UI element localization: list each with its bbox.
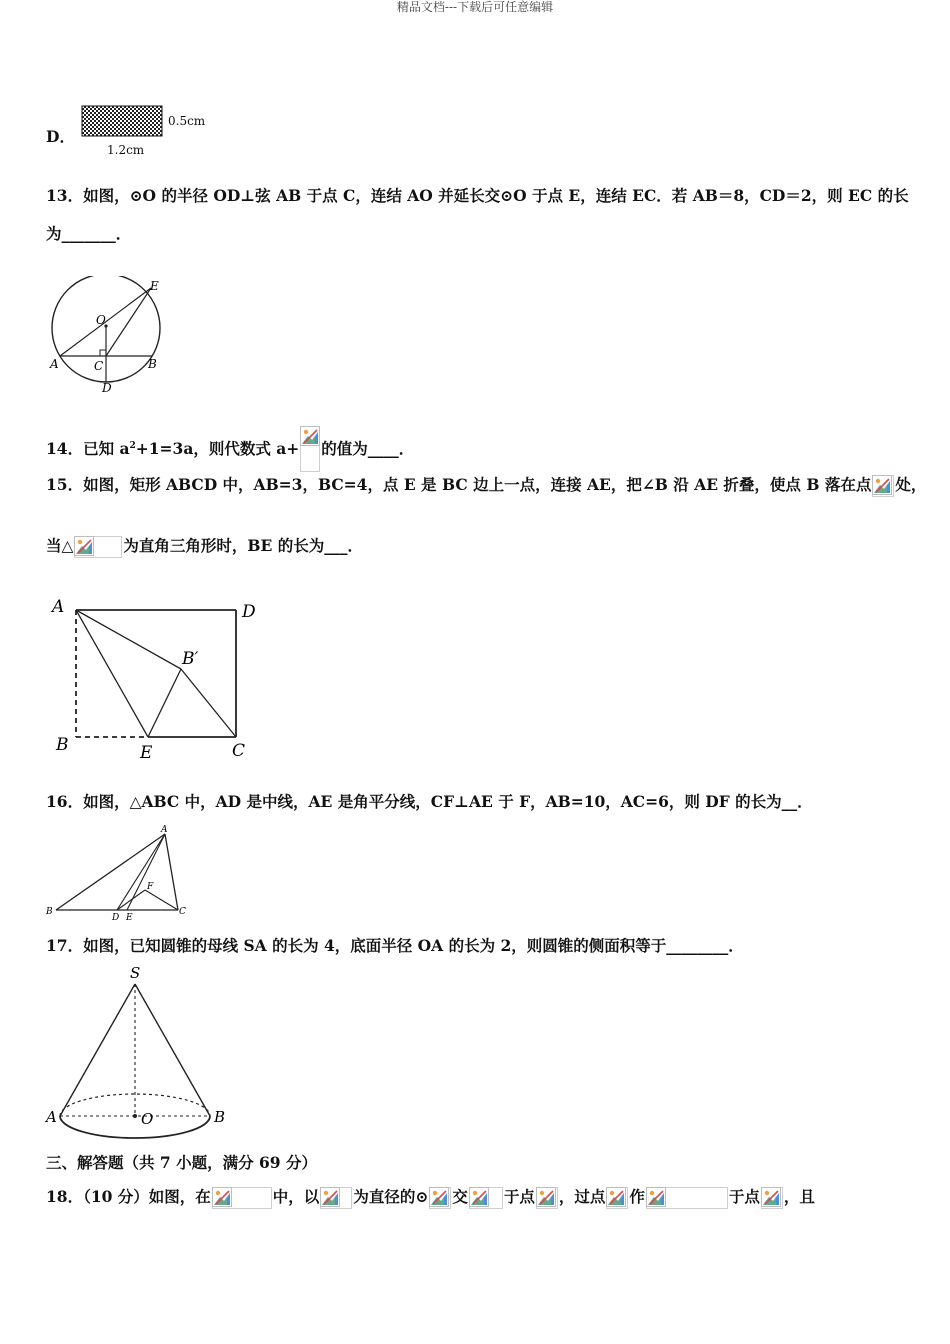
broken-image-icon (872, 475, 894, 497)
q15-line2-wrap (46, 536, 363, 558)
label-d: D (102, 381, 112, 395)
q13-line1: 13．如图，⊙O 的半径 OD⊥弦 AB 于点 C，连结 AO 并延长交⊙O 于点 E，连结 EC．若 AB＝8，CD＝2，则 EC 的长 (46, 186, 909, 205)
label-d: D (112, 913, 120, 922)
q14-pre: 14．已知 a (46, 439, 130, 458)
q18-part2: 中，以 (272, 1187, 320, 1206)
q18-part5: 于点 (503, 1187, 535, 1206)
q15-line2-pre: 当△ (46, 536, 74, 555)
line-b-prime-e (148, 669, 181, 737)
q14-mid: +1=3a，则代数式 a+ (135, 439, 300, 458)
section-3-heading: 三、解答题（共 7 小题，满分 69 分） (46, 1153, 317, 1172)
label-e: E (140, 743, 153, 763)
line-cf (145, 890, 178, 910)
label-d: D (242, 602, 256, 622)
label-a: A (52, 597, 65, 617)
broken-image-icon (761, 1187, 783, 1209)
q18-text (46, 1187, 815, 1209)
broken-image-icon (469, 1187, 503, 1209)
q13-circle-figure (44, 276, 174, 398)
broken-image-icon (646, 1187, 728, 1209)
line-ab-prime (76, 610, 181, 669)
page-header: 精品文档---下载后可任意编辑 (396, 0, 554, 14)
label-e: E (126, 913, 133, 922)
side-ac (165, 834, 178, 910)
label-b: B (56, 735, 69, 755)
right-angle-mark (100, 350, 106, 356)
option-d-height-label: 0.5cm (168, 114, 206, 128)
label-b: B (214, 1108, 226, 1126)
q15-line1-end: 处， (895, 475, 927, 494)
line-df (117, 890, 145, 910)
broken-image-icon (429, 1187, 451, 1209)
label-b: B (46, 907, 53, 917)
q14-post: 的值为____． (321, 439, 415, 458)
label-b-prime: B′ (182, 649, 199, 669)
q18-part7: 作 (629, 1187, 645, 1206)
checkered-rectangle (82, 106, 162, 136)
q17-cone-figure (40, 962, 240, 1142)
broken-image-icon (212, 1187, 272, 1209)
label-b: B (148, 357, 157, 371)
q18-part6: ，过点 (558, 1187, 606, 1206)
q15-line2-post: 为直角三角形时，BE 的长为___． (123, 536, 363, 555)
q15-rectangle-figure (44, 592, 274, 764)
option-d-label: D． (46, 127, 75, 146)
label-c: C (179, 907, 186, 917)
q18-part1: 18．（10 分）如图，在 (46, 1187, 211, 1206)
line-ae (76, 610, 148, 737)
line-ec (106, 288, 151, 356)
q15-line1: 15．如图，矩形 ABCD 中，AB=3，BC=4，点 E 是 BC 边上一点，连接 AE，把∠B 沿 AE 折叠，使点 B 落在点 (46, 475, 872, 494)
label-a: A (50, 357, 59, 371)
q18-part8: 于点 (728, 1187, 760, 1206)
slant-sa (60, 984, 135, 1116)
broken-image-icon (320, 1187, 352, 1209)
median-ad (117, 834, 165, 910)
slant-sb (135, 984, 210, 1116)
label-a: A (161, 825, 168, 835)
broken-image-icon (606, 1187, 628, 1209)
q16-triangle-figure (44, 822, 194, 922)
label-s: S (130, 964, 141, 982)
option-d-width-label: 1.2cm (107, 143, 145, 157)
label-c: C (232, 741, 246, 761)
q18-part3: 为直径的⊙ (353, 1187, 429, 1206)
q18-part4: 交 (452, 1187, 468, 1206)
q16-text: 16．如图，△ABC 中，AD 是中线，AE 是角平分线，CF⊥AE 于 F，AB=10，AC=6，则 DF 的长为__． (46, 792, 813, 811)
label-e: E (150, 279, 159, 293)
label-a: A (46, 1108, 57, 1126)
line-b-prime-c (181, 669, 236, 737)
broken-image-icon (536, 1187, 558, 1209)
q15-line1-wrap (46, 475, 926, 497)
q17-text: 17．如图，已知圆锥的母线 SA 的长为 4，底面半径 OA 的长为 2，则圆锥的侧面积等于________． (46, 936, 744, 955)
option-d-figure (78, 100, 218, 162)
broken-image-icon (74, 536, 122, 558)
broken-image-icon (300, 426, 320, 472)
label-f: F (147, 882, 154, 892)
q14-text (46, 426, 414, 472)
q13-line2: 为_______． (46, 224, 132, 243)
side-ab (56, 834, 165, 910)
q18-part9: ，且 (783, 1187, 815, 1206)
q14-sup: 2 (129, 440, 136, 451)
label-o: O (96, 313, 106, 327)
label-c: C (94, 359, 104, 373)
cone-base-front (60, 1116, 210, 1138)
label-o: O (141, 1110, 154, 1128)
